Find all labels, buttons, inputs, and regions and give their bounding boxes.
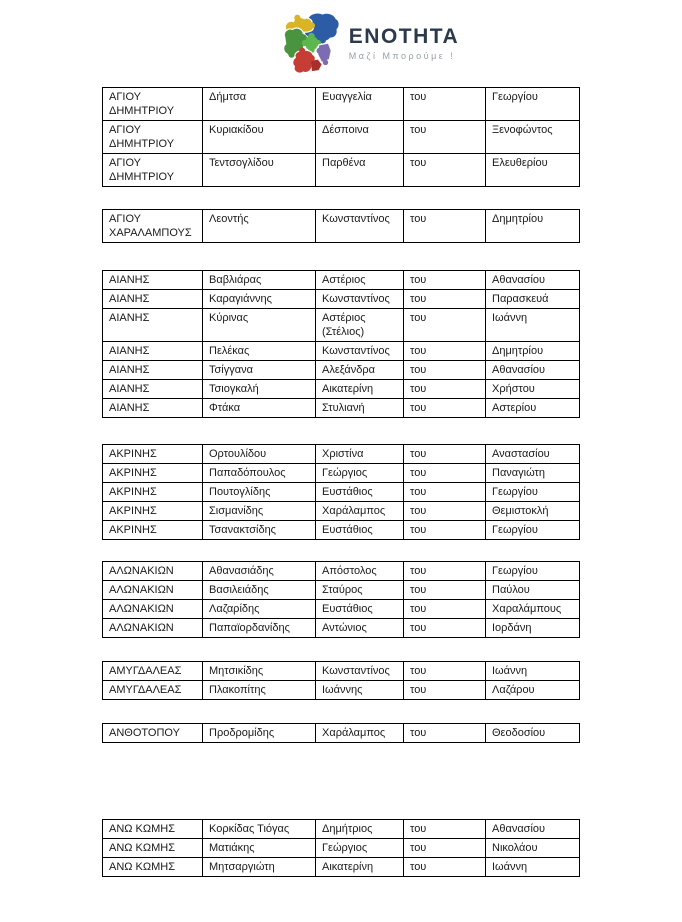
municipality-cell: ΑΙΑΝΗΣ <box>103 290 203 309</box>
father-name-cell: Δημητρίου <box>486 342 580 361</box>
father-name-cell: Αθανασίου <box>486 820 580 839</box>
surname-cell: Παπαϊορδανίδης <box>203 619 316 638</box>
tables-container <box>102 87 580 877</box>
surname-cell: Λεοντής <box>203 210 316 243</box>
surname-cell: Ματιάκης <box>203 839 316 858</box>
firstname-cell: Ιωάννης <box>316 681 404 700</box>
table-row <box>103 342 580 361</box>
municipality-cell: ΑΙΑΝΗΣ <box>103 342 203 361</box>
table-row <box>103 154 580 187</box>
table-row <box>103 88 580 121</box>
surname-cell: Αθανασιάδης <box>203 562 316 581</box>
father-name-cell: Ιορδάνη <box>486 619 580 638</box>
father-name-cell: Ιωάννη <box>486 662 580 681</box>
father-name-cell: Ελευθερίου <box>486 154 580 187</box>
particle-cell: του <box>404 858 486 877</box>
surname-cell: Φτάκα <box>203 399 316 418</box>
particle-cell: του <box>404 154 486 187</box>
firstname-cell: Αστέριος <box>316 271 404 290</box>
table-row <box>103 724 580 743</box>
surname-cell: Πλακοπίτης <box>203 681 316 700</box>
roster-table-1 <box>102 87 580 187</box>
table-row <box>103 380 580 399</box>
particle-cell: του <box>404 290 486 309</box>
municipality-cell: ΑΜΥΓΔΑΛΕΑΣ <box>103 681 203 700</box>
municipality-cell: ΑΙΑΝΗΣ <box>103 309 203 342</box>
municipality-cell: ΑΙΑΝΗΣ <box>103 380 203 399</box>
surname-cell: Τσιογκαλή <box>203 380 316 399</box>
surname-cell: Παπαδόπουλος <box>203 464 316 483</box>
municipality-cell: ΑΛΩΝΑΚΙΩΝ <box>103 562 203 581</box>
particle-cell: του <box>404 521 486 540</box>
roster-table-7 <box>102 723 580 743</box>
table-row <box>103 681 580 700</box>
municipality-cell: ΑΛΩΝΑΚΙΩΝ <box>103 581 203 600</box>
puzzle-map-icon <box>275 11 343 75</box>
firstname-cell: Γεώργιος <box>316 464 404 483</box>
particle-cell: του <box>404 820 486 839</box>
roster-table-3 <box>102 270 580 418</box>
municipality-cell: ΑΛΩΝΑΚΙΩΝ <box>103 600 203 619</box>
table-row <box>103 121 580 154</box>
municipality-cell: ΑΜΥΓΔΑΛΕΑΣ <box>103 662 203 681</box>
surname-cell: Μητσικίδης <box>203 662 316 681</box>
father-name-cell: Παρασκευά <box>486 290 580 309</box>
firstname-cell: Αικατερίνη <box>316 380 404 399</box>
particle-cell: του <box>404 445 486 464</box>
firstname-cell: Αικατερίνη <box>316 858 404 877</box>
firstname-cell: Αλεξάνδρα <box>316 361 404 380</box>
logo-title: ΕΝΟΤΗΤΑ <box>348 24 460 48</box>
firstname-cell: Αστέριος (Στέλιος) <box>316 309 404 342</box>
table-row <box>103 662 580 681</box>
father-name-cell: Νικολάου <box>486 839 580 858</box>
firstname-cell: Απόστολος <box>316 562 404 581</box>
table-row <box>103 309 580 342</box>
particle-cell: του <box>404 361 486 380</box>
surname-cell: Τεντσογλίδου <box>203 154 316 187</box>
table-row <box>103 858 580 877</box>
firstname-cell: Κωνσταντίνος <box>316 342 404 361</box>
surname-cell: Δήμτσα <box>203 88 316 121</box>
surname-cell: Μητσαργιώτη <box>203 858 316 877</box>
municipality-cell: ΑΙΑΝΗΣ <box>103 361 203 380</box>
table-row <box>103 464 580 483</box>
particle-cell: του <box>404 121 486 154</box>
firstname-cell: Χαράλαμπος <box>316 724 404 743</box>
surname-cell: Καραγιάννης <box>203 290 316 309</box>
father-name-cell: Χρήστου <box>486 380 580 399</box>
table-row <box>103 483 580 502</box>
roster-table-8 <box>102 819 580 877</box>
particle-cell: του <box>404 271 486 290</box>
table-row <box>103 619 580 638</box>
father-name-cell: Παναγιώτη <box>486 464 580 483</box>
surname-cell: Σισμανίδης <box>203 502 316 521</box>
table-row <box>103 399 580 418</box>
roster-table-6 <box>102 661 580 700</box>
municipality-cell: ΑΙΑΝΗΣ <box>103 399 203 418</box>
surname-cell: Βασιλειάδης <box>203 581 316 600</box>
particle-cell: του <box>404 342 486 361</box>
particle-cell: του <box>404 380 486 399</box>
roster-table-4 <box>102 444 580 540</box>
particle-cell: του <box>404 464 486 483</box>
table-row <box>103 290 580 309</box>
particle-cell: του <box>404 562 486 581</box>
surname-cell: Κυριακίδου <box>203 121 316 154</box>
particle-cell: του <box>404 581 486 600</box>
father-name-cell: Αθανασίου <box>486 361 580 380</box>
municipality-cell: ΑΝΩ ΚΩΜΗΣ <box>103 839 203 858</box>
municipality-cell: ΑΝΘΟΤΟΠΟΥ <box>103 724 203 743</box>
municipality-cell: ΑΓΙΟΥ ΧΑΡΑΛΑΜΠΟΥΣ <box>103 210 203 243</box>
father-name-cell: Αστερίου <box>486 399 580 418</box>
particle-cell: του <box>404 662 486 681</box>
surname-cell: Τσανακτσίδης <box>203 521 316 540</box>
table-row <box>103 581 580 600</box>
municipality-cell: ΑΝΩ ΚΩΜΗΣ <box>103 858 203 877</box>
surname-cell: Βαβλιάρας <box>203 271 316 290</box>
firstname-cell: Αντώνιος <box>316 619 404 638</box>
firstname-cell: Γεώργιος <box>316 839 404 858</box>
municipality-cell: ΑΚΡΙΝΗΣ <box>103 502 203 521</box>
particle-cell: του <box>404 483 486 502</box>
municipality-cell: ΑΓΙΟΥ ΔΗΜΗΤΡΙΟΥ <box>103 121 203 154</box>
surname-cell: Λαζαρίδης <box>203 600 316 619</box>
roster-table-5 <box>102 561 580 638</box>
firstname-cell: Ευαγγελία <box>316 88 404 121</box>
surname-cell: Κύρινας <box>203 309 316 342</box>
particle-cell: του <box>404 309 486 342</box>
father-name-cell: Δημητρίου <box>486 210 580 243</box>
firstname-cell: Δημήτριος <box>316 820 404 839</box>
particle-cell: του <box>404 600 486 619</box>
father-name-cell: Γεωργίου <box>486 483 580 502</box>
surname-cell: Ορτουλίδου <box>203 445 316 464</box>
father-name-cell: Ξενοφώντος <box>486 121 580 154</box>
firstname-cell: Ευστάθιος <box>316 600 404 619</box>
firstname-cell: Κωνσταντίνος <box>316 210 404 243</box>
father-name-cell: Γεωργίου <box>486 521 580 540</box>
table-row <box>103 562 580 581</box>
firstname-cell: Ευστάθιος <box>316 521 404 540</box>
table-row <box>103 271 580 290</box>
municipality-cell: ΑΛΩΝΑΚΙΩΝ <box>103 619 203 638</box>
table-row <box>103 521 580 540</box>
municipality-cell: ΑΓΙΟΥ ΔΗΜΗΤΡΙΟΥ <box>103 88 203 121</box>
father-name-cell: Χαραλάμπους <box>486 600 580 619</box>
logo-text <box>349 25 459 61</box>
municipality-cell: ΑΚΡΙΝΗΣ <box>103 464 203 483</box>
particle-cell: του <box>404 619 486 638</box>
surname-cell: Προδρομίδης <box>203 724 316 743</box>
municipality-cell: ΑΚΡΙΝΗΣ <box>103 483 203 502</box>
firstname-cell: Στυλιανή <box>316 399 404 418</box>
father-name-cell: Ιωάννη <box>486 858 580 877</box>
particle-cell: του <box>404 210 486 243</box>
table-row <box>103 445 580 464</box>
municipality-cell: ΑΝΩ ΚΩΜΗΣ <box>103 820 203 839</box>
father-name-cell: Αναστασίου <box>486 445 580 464</box>
firstname-cell: Χαράλαμπος <box>316 502 404 521</box>
roster-table-2 <box>102 209 580 243</box>
municipality-cell: ΑΓΙΟΥ ΔΗΜΗΤΡΙΟΥ <box>103 154 203 187</box>
particle-cell: του <box>404 502 486 521</box>
table-row <box>103 600 580 619</box>
firstname-cell: Κωνσταντίνος <box>316 662 404 681</box>
father-name-cell: Παύλου <box>486 581 580 600</box>
logo-tagline: Μαζί Μπορούμε ! <box>348 50 456 61</box>
surname-cell: Πελέκας <box>203 342 316 361</box>
logo <box>52 0 682 75</box>
firstname-cell: Σταύρος <box>316 581 404 600</box>
firstname-cell: Κωνσταντίνος <box>316 290 404 309</box>
surname-cell: Τσίγγανα <box>203 361 316 380</box>
surname-cell: Πουτογλίδης <box>203 483 316 502</box>
particle-cell: του <box>404 88 486 121</box>
father-name-cell: Ιωάννη <box>486 309 580 342</box>
particle-cell: του <box>404 839 486 858</box>
table-row <box>103 820 580 839</box>
surname-cell: Κορκίδας Τιόγας <box>203 820 316 839</box>
particle-cell: του <box>404 681 486 700</box>
firstname-cell: Δέσποινα <box>316 121 404 154</box>
firstname-cell: Χριστίνα <box>316 445 404 464</box>
father-name-cell: Λαζάρου <box>486 681 580 700</box>
father-name-cell: Γεωργίου <box>486 562 580 581</box>
table-row <box>103 502 580 521</box>
table-row <box>103 839 580 858</box>
firstname-cell: Ευστάθιος <box>316 483 404 502</box>
father-name-cell: Θεοδοσίου <box>486 724 580 743</box>
table-row <box>103 210 580 243</box>
municipality-cell: ΑΚΡΙΝΗΣ <box>103 521 203 540</box>
municipality-cell: ΑΚΡΙΝΗΣ <box>103 445 203 464</box>
municipality-cell: ΑΙΑΝΗΣ <box>103 271 203 290</box>
firstname-cell: Παρθένα <box>316 154 404 187</box>
father-name-cell: Γεωργίου <box>486 88 580 121</box>
father-name-cell: Αθανασίου <box>486 271 580 290</box>
table-row <box>103 361 580 380</box>
particle-cell: του <box>404 399 486 418</box>
father-name-cell: Θεμιστοκλή <box>486 502 580 521</box>
particle-cell: του <box>404 724 486 743</box>
